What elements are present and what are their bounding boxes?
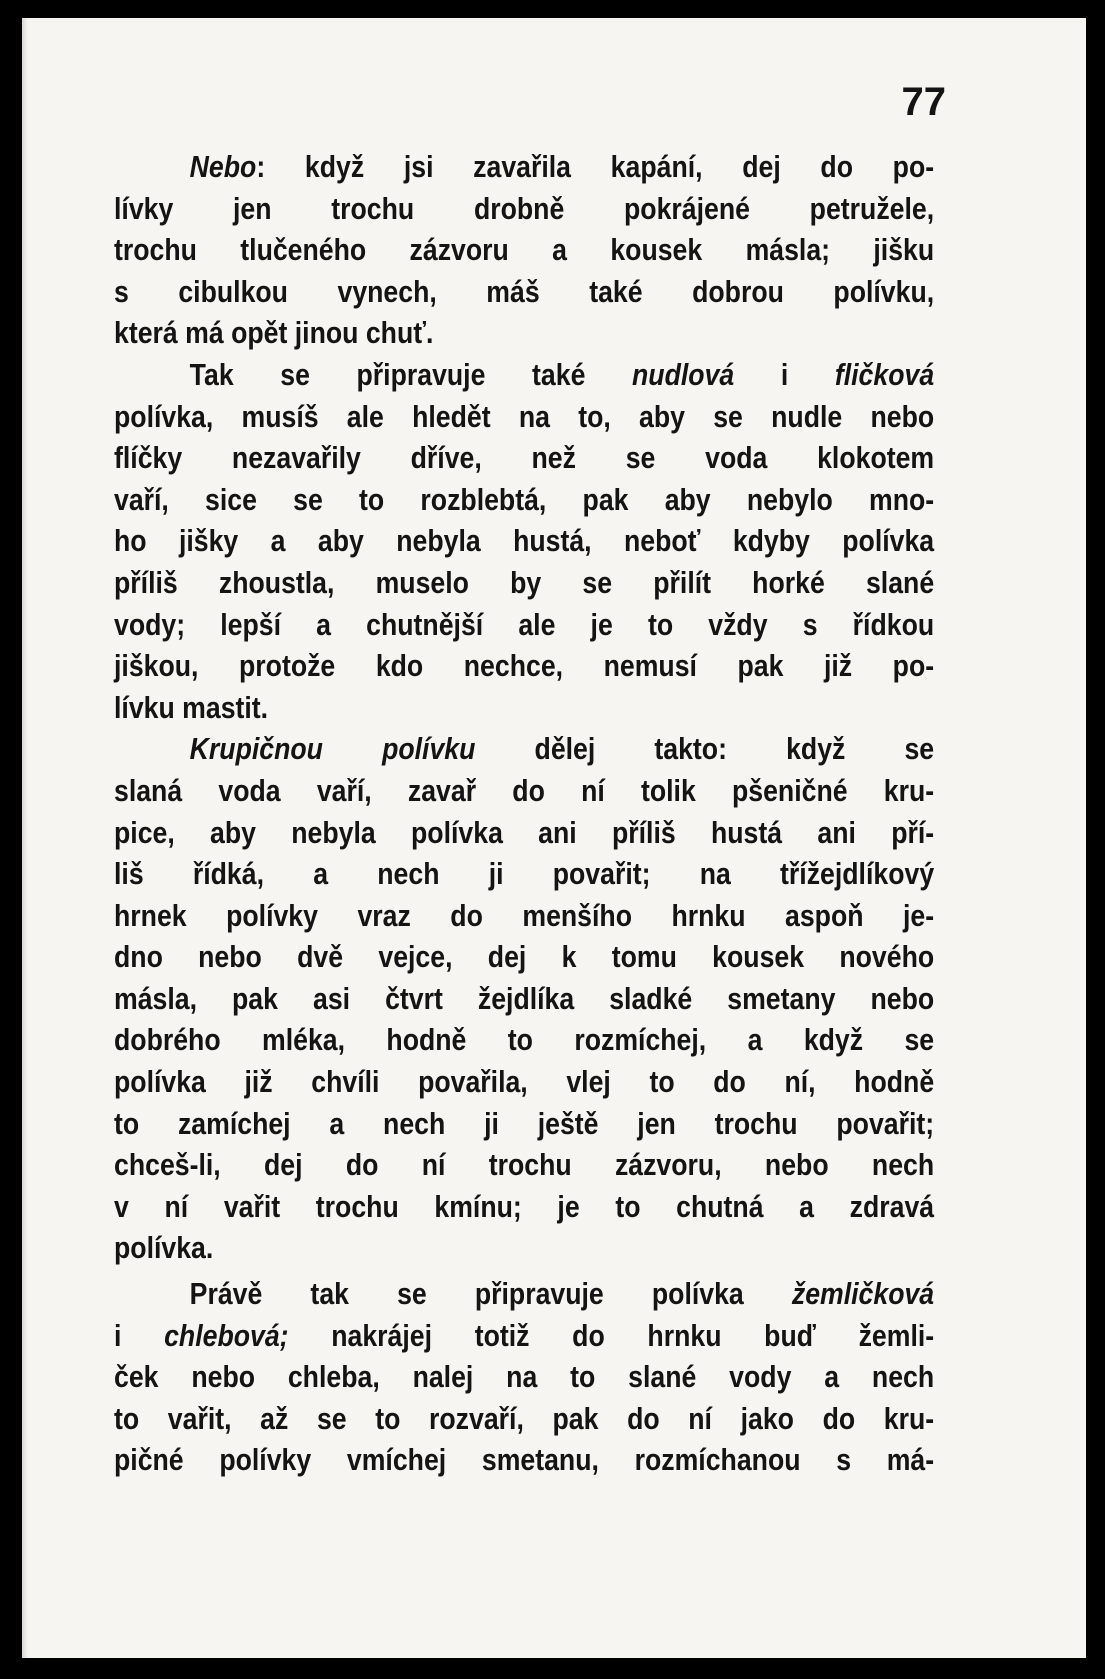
text-line: chceš-li, dej do ní trochu zázvoru, nebo nech [114, 1147, 935, 1183]
text-line: polívka. [114, 1230, 214, 1266]
page-number: 77 [901, 80, 946, 124]
text-line: lívky jen trochu drobně pokrájené petružele, [114, 190, 935, 226]
text-line: to zamíchej a nech ji ještě jen trochu povařit; [114, 1105, 935, 1141]
text-line: jiškou, protože kdo nechce, nemusí pak již po- [114, 648, 935, 684]
text-line: másla, pak asi čtvrt žejdlíka sladké smetany nebo [114, 980, 935, 1016]
text-line: Krupičnou polívku dělej takto: když se [189, 731, 935, 767]
text-line: to vařit, až se to rozvaří, pak do ní jako do kru- [114, 1400, 935, 1436]
body-text [114, 146, 934, 1481]
text-line: Tak se připravuje také nudlová i fličková [189, 356, 935, 392]
text-line: vaří, sice se to rozblebtá, pak aby nebylo mno- [114, 481, 935, 517]
text-line: příliš zhoustla, muselo by se přilít horké slané [114, 564, 935, 600]
page-edge [22, 18, 28, 1658]
text-line: Právě tak se připravuje polívka žemličková [189, 1276, 935, 1312]
text-line: ček nebo chleba, nalej na to slané vody a nech [114, 1359, 935, 1395]
text-line: trochu tlučeného zázvoru a kousek másla; jišku [114, 232, 935, 268]
text-line: v ní vařit trochu kmínu; je to chutná a zdravá [114, 1188, 935, 1224]
text-line: dno nebo dvě vejce, dej k tomu kousek nového [114, 939, 935, 975]
text-line: s cibulkou vynech, máš také dobrou polívku, [114, 273, 935, 309]
text-line: hrnek polívky vraz do menšího hrnku aspoň je- [114, 897, 935, 933]
text-line: liš řídká, a nech ji povařit; na třížejdlíkový [114, 856, 935, 892]
text-line: Nebo: když jsi zavařila kapání, dej do po- [189, 149, 935, 184]
text-line: vody; lepší a chutnější ale je to vždy s řídkou [114, 606, 935, 642]
text-line: ho jišky a aby nebyla hustá, neboť kdyby polívka [114, 523, 935, 559]
text-line: slaná voda vaří, zavař do ní tolik pšeničné kru- [114, 772, 935, 808]
text-line: lívku mastit. [114, 689, 269, 725]
text-line: dobrého mléka, hodně to rozmíchej, a když se [114, 1022, 935, 1058]
text-line: která má opět jinou chuť. [114, 315, 434, 351]
text-line: pice, aby nebyla polívka ani příliš hustá ani pří- [114, 814, 935, 850]
text-line: polívka již chvíli povařila, vlej to do ní, hodně [114, 1064, 935, 1100]
text-line: pičné polívky vmíchej smetanu, rozmíchanou s má- [114, 1442, 935, 1478]
text-line: flíčky nezavařily dříve, než se voda klokotem [114, 440, 935, 476]
text-line: i chlebová; nakrájej totiž do hrnku buď žemli- [114, 1317, 935, 1353]
text-line: polívka, musíš ale hledět na to, aby se nudle nebo [114, 398, 935, 434]
book-page [22, 18, 1086, 1658]
